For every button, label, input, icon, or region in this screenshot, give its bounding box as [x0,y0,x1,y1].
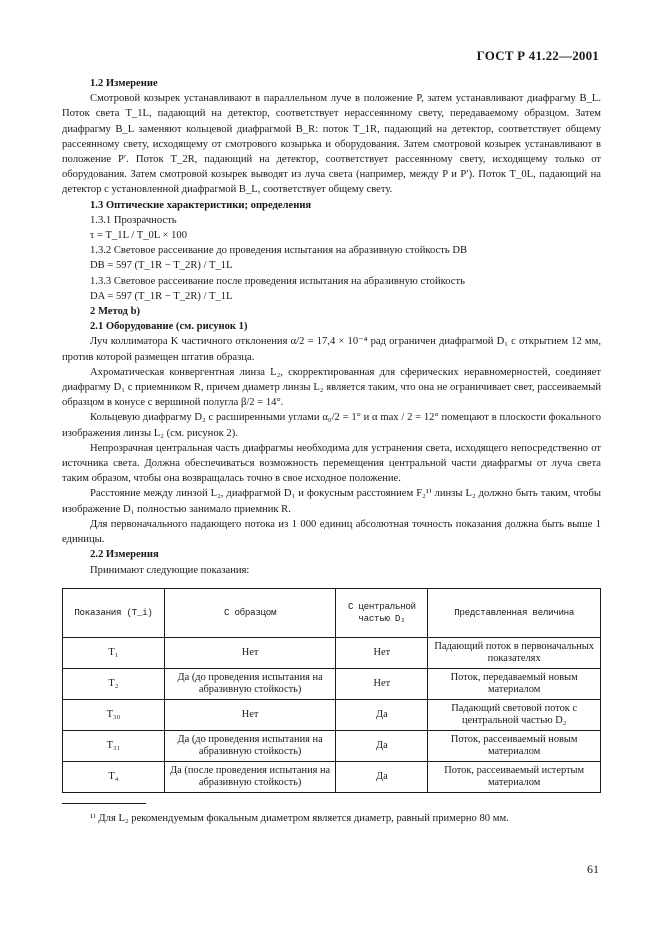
table-cell: Да (после проведения испытания на абразивную стойкость) [164,762,336,793]
paragraph-readings: Принимают следующие показания: [90,564,250,576]
document-body [62,76,601,578]
page-number: 61 [587,862,599,876]
section-2-2-title: 2.2 Измерения [90,549,159,561]
table-cell: T₃₀ [63,700,165,731]
table-header-cell: Показания (T_i) [63,589,165,638]
table-cell: Нет [164,638,336,669]
table-row [63,700,601,731]
table-header-cell: С образцом [164,589,336,638]
paragraph-ring-diaphragm: Кольцевую диафрагму D₂ с расширенными углами α₀/2 = 1° и α max / 2 = 12° помещают в плоскости фокального изображения линзы L₂ (см. рисунок 2). [62,412,601,439]
paragraph-accuracy: Для первоначального падающего потока из 1 000 единиц абсолютная точность показания должна быть выше 1 единицы. [62,518,601,546]
section-2-title: 2 Метод b) [90,306,140,318]
table-row [63,731,601,762]
page-header: ГОСТ Р 41.22—2001 [476,48,599,63]
table-cell: Поток, рассеиваемый истертым материалом [428,762,601,793]
table-cell: Поток, рассеиваемый новым материалом [428,731,601,762]
section-1-3-title: 1.3 Оптические характеристики; определения [90,199,312,211]
table-cell: Да [336,762,428,793]
table-cell: Нет [336,669,428,700]
table-cell: Да (до проведения испытания на абразивную стойкость) [164,731,336,762]
section-1-2-title: 1.2 Измерение [90,78,158,89]
section-1-3-2: 1.3.2 Световое рассеивание до проведения испытания на абразивную стойкость DB [90,245,468,257]
readings-table [62,588,601,793]
formula-transparency: τ = T_1L / T_0L × 100 [90,230,188,242]
formula-da: DA = 597 (T_1R − T_2R) / T_1L [90,290,233,302]
table-cell: Нет [336,638,428,669]
section-1-3-1: 1.3.1 Прозрачность [90,214,177,226]
table-header-cell: Представленная величина [428,589,601,638]
table-cell: Нет [164,700,336,731]
table-cell: T₄ [63,762,165,793]
table-cell: Да [336,731,428,762]
table-header-row [63,589,601,638]
footnote-divider [62,803,146,804]
table-cell: Падающий поток в первоначальных показателях [428,638,601,669]
section-1-3-3: 1.3.3 Световое рассеивание после проведения испытания на абразивную стойкость [90,275,465,287]
section-2-1-title: 2.1 Оборудование (см. рисунок 1) [90,321,248,333]
footnote: ¹⁾ Для L₂ рекомендуемым фокальным диаметром является диаметр, равный примерно 80 мм. [90,813,509,824]
table-cell: Да (до проведения испытания на абразивную стойкость) [164,669,336,700]
paragraph-collimator: Луч коллиматора K частичного отклонения α/2 = 17,4 × 10⁻⁴ рад ограничен диафрагмой D₁ с открытием 12 мм, против которой размещен штатив образца. [62,336,601,363]
table-header-cell: С центральной частью D₂ [336,589,428,638]
table-row [63,638,601,669]
paragraph-lens: Ахроматическая конвергентная линза L₂, скорректированная для сферических неравномерностей, соединяет диафрагму D₁ с приемником R, причем диаметр линзы L₂ является таким, что она не ограничивает свет, рассеиваемый образцом в конусе с вершиной полугла β/2 = 14°. [62,366,601,409]
table-cell: Да [336,700,428,731]
table-cell: T₁ [63,638,165,669]
table-cell: Поток, передаваемый новым материалом [428,669,601,700]
formula-db: DB = 597 (T_1R − T_2R) / T_1L [90,260,233,272]
table-row [63,669,601,700]
readings-table-wrapper [62,588,601,793]
table-cell: T₂ [63,669,165,700]
table-cell: T₃₁ [63,731,165,762]
paragraph-opaque-center: Непрозрачная центральная часть диафрагмы необходима для устранения света, исходящего непосредственно от источника света. Должна обеспечиваться возможность перемещения центральной части диафрагмы от луча света таким образом, чтобы она возвращалась точно в свое исходное положение. [62,442,601,485]
section-1-2-text: Смотровой козырек устанавливают в параллельном луче в положение P, затем устанавливают диафрагму B_L. Поток света T_1L, падающий на детектор, соответствует нерассеянному свету, передаваемому образцом. Затем диафрагму B_L заменяют кольцевой диафрагмой B_R: поток T_1R, падающий на детектор, соответствует общему рассеянному свету, исходящему от смотрового козырька и оборудования. Затем смотровой козырек устанавливают в положение P′. Поток T_2R, падающий на детектор, соответствует рассеянному свету, исходящему только от оборудования. Затем смотровой козырек выводят из луча света (например, между P и P′). Поток T_0L, падающий на детектор с установленной диафрагмой B_L, соответствует общему свету. [62,93,601,196]
table-cell: Падающий световой поток с центральной частью D₂ [428,700,601,731]
table-row [63,762,601,793]
paragraph-distance: Расстояние между линзой L₂, диафрагмой D₁ и фокусным расстоянием F₂¹⁾ линзы L₂ должно быть таким, чтобы изображение D₁ полностью занимало приемник R. [62,488,601,515]
